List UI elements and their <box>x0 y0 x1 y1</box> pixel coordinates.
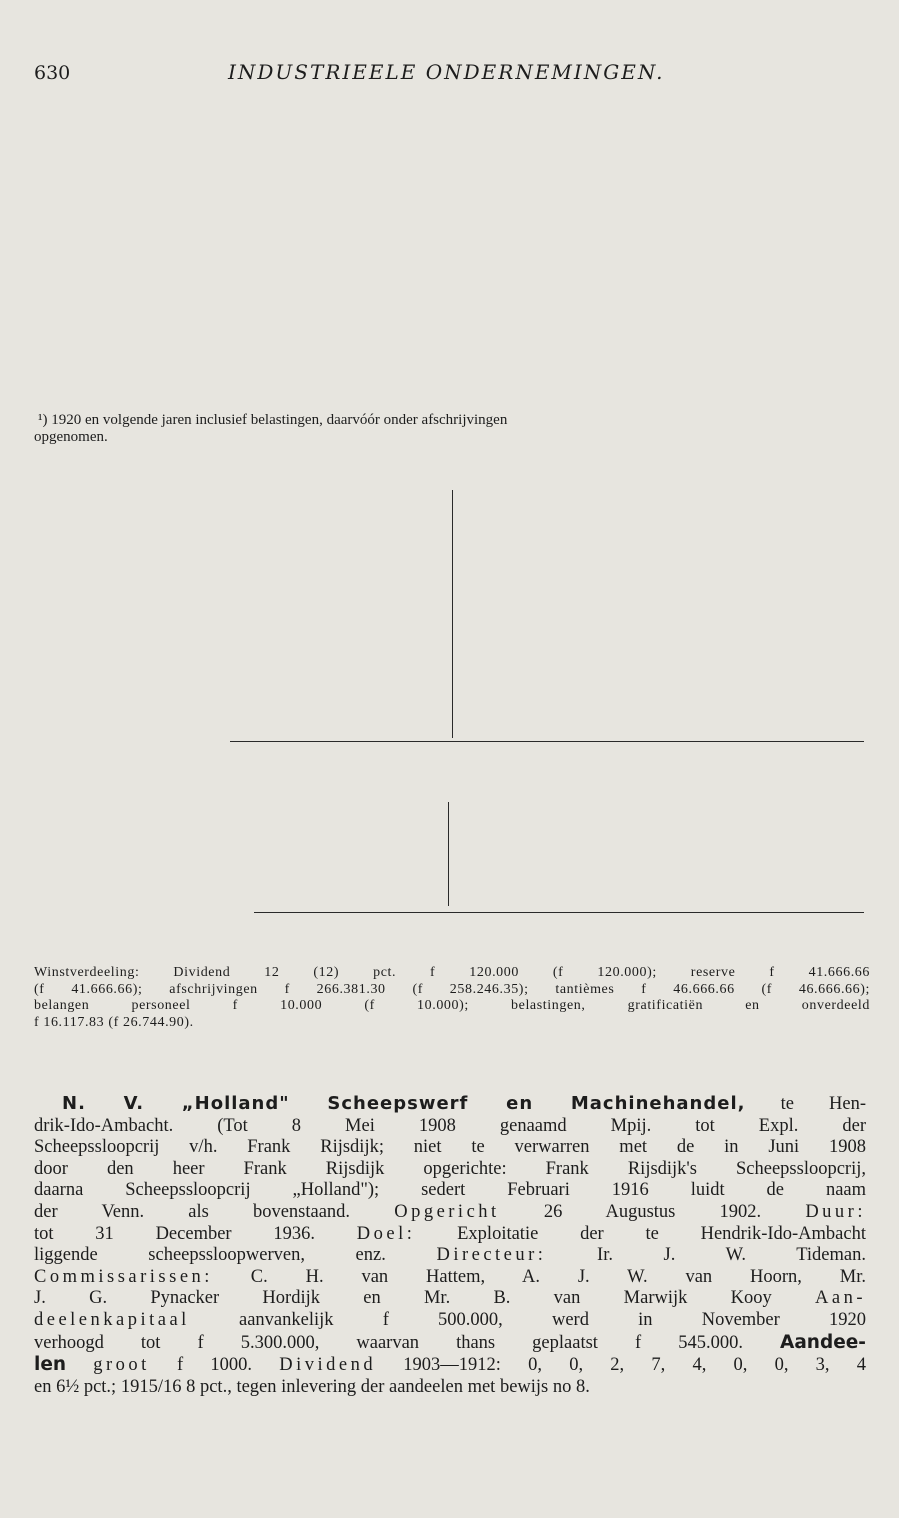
body-line <box>34 1137 866 1159</box>
winstverdeeling-line: (f 41.666.66); afschrijvingen f 266.381.30 (f 258.246.35); tantièmes f 46.666.66 (f 46.666.66); <box>34 981 870 997</box>
body-text-run: Doel: <box>356 1223 416 1244</box>
history-row <box>30 308 870 324</box>
body-line <box>34 1180 866 1202</box>
body-text-run: Duur: <box>805 1201 866 1222</box>
history-row <box>30 260 870 276</box>
body-text-run: len <box>34 1354 67 1376</box>
balans-total-rule <box>230 741 864 742</box>
body-line <box>34 1245 866 1267</box>
body-text-run: Directeur: <box>436 1245 547 1266</box>
body-text-run: Commissarissen: <box>34 1266 213 1287</box>
winstverdeeling-line: Winstverdeeling: Dividend 12 (12) pct. f 120.000 (f 120.000); reserve f 41.666.66 <box>34 965 870 980</box>
body-text-run: en 6½ pct.; 1915/16 8 pct., tegen inlevering der aandeelen met bewijs no 8. <box>34 1376 590 1397</box>
body-line <box>34 1093 866 1116</box>
body-line <box>34 1202 866 1224</box>
body-text-run: daarna Scheepssloopcrij „Holland"); sedert Februari 1916 luidt de naam <box>34 1180 866 1201</box>
body-text-run: Dividend <box>279 1355 377 1376</box>
profit-distribution-note <box>34 965 870 1031</box>
history-row <box>30 228 870 244</box>
body-text-run: liggende scheepssloopwerven, enz. <box>34 1245 437 1266</box>
history-row <box>30 212 870 228</box>
body-text-run: N. V. „Holland" Scheepswerf en Machinehandel, <box>62 1093 746 1114</box>
body-text-run: Exploitatie der te Hendrik-Ido-Ambacht <box>415 1223 866 1244</box>
history-table <box>30 115 870 389</box>
body-text-run: door den heer Frank Rijsdijk opgerichte: Frank Rijsdijk's Scheepssloopcrij, <box>34 1158 866 1179</box>
body-line <box>34 1288 866 1310</box>
body-text-run: deelenkapitaal <box>34 1309 190 1330</box>
body-text-run: aanvankelijk f 500.000, werd in November 1920 <box>189 1309 866 1330</box>
body-text-run: 1903—1912: 0, 0, 2, 7, 4, 0, 0, 3, 4 <box>376 1355 867 1376</box>
body-text-run: f 1000. <box>149 1355 280 1376</box>
history-footnote-line-1: ¹) 1920 en volgende jaren inclusief belastingen, daarvóór onder afschrijvingen <box>38 412 508 428</box>
body-text-run: Scheepssloopcrij v/h. Frank Rijsdijk; niet te verwarren met de in Juni 1908 <box>34 1137 866 1158</box>
body-text-run: tot 31 December 1936. <box>34 1223 357 1244</box>
wv-total-rule <box>254 912 864 913</box>
body-line <box>34 1377 866 1399</box>
body-text-run <box>66 1355 93 1375</box>
company-description <box>34 1093 866 1398</box>
winstverdeeling-line: belangen personeel f 10.000 (f 10.000); belastingen, gratificatiën en onverdeeld <box>34 998 870 1013</box>
body-line <box>34 1310 866 1332</box>
winstverdeeling-line: f 16.117.83 (f 26.744.90). <box>34 1014 194 1030</box>
body-text-run: C. H. van Hattem, A. J. W. van Hoorn, Mr. <box>212 1266 866 1287</box>
body-text-run: Ir. J. W. Tideman. <box>546 1245 866 1266</box>
body-line <box>34 1159 866 1181</box>
history-row <box>30 373 870 389</box>
history-row <box>30 356 870 372</box>
body-line <box>34 1267 866 1289</box>
body-line <box>34 1332 866 1355</box>
body-text-run: der Venn. als bovenstaand. <box>34 1201 395 1222</box>
history-header-row <box>30 115 870 131</box>
body-text-run: Opgericht <box>394 1201 500 1222</box>
body-text-run: verhoogd tot f 5.300.000, waarvan thans geplaatst f 545.000. <box>34 1332 780 1353</box>
body-text-run: te Hen- <box>745 1094 866 1114</box>
history-row <box>30 276 870 292</box>
history-footnote-line-2: opgenomen. <box>34 429 108 445</box>
body-text-run: drik-Ido-Ambacht. (Tot 8 Mei 1908 genaamd Mpij. tot Expl. der <box>34 1115 866 1136</box>
body-text-run: Aan- <box>815 1288 866 1309</box>
history-row <box>30 163 870 179</box>
history-row <box>30 340 870 356</box>
history-row <box>30 292 870 308</box>
body-text-run: J. G. Pynacker Hordijk en Mr. B. van Marwijk Kooy <box>34 1288 816 1309</box>
body-line <box>34 1224 866 1246</box>
body-text-run: Aandee- <box>780 1331 866 1353</box>
history-row <box>30 147 870 163</box>
history-row <box>30 195 870 211</box>
history-header-row <box>30 131 870 147</box>
running-head: INDUSTRIEELE ONDERNEMINGEN. <box>228 60 665 84</box>
history-row <box>30 179 870 195</box>
page-number: 630 <box>34 62 71 84</box>
body-text-run: 26 Augustus 1902. <box>499 1201 806 1222</box>
history-row <box>30 324 870 340</box>
history-row <box>30 244 870 260</box>
body-text-run: groot <box>93 1355 150 1376</box>
body-line <box>34 1354 866 1377</box>
balans-divider <box>452 490 453 738</box>
body-line <box>34 1116 866 1138</box>
wv-divider <box>448 802 449 906</box>
